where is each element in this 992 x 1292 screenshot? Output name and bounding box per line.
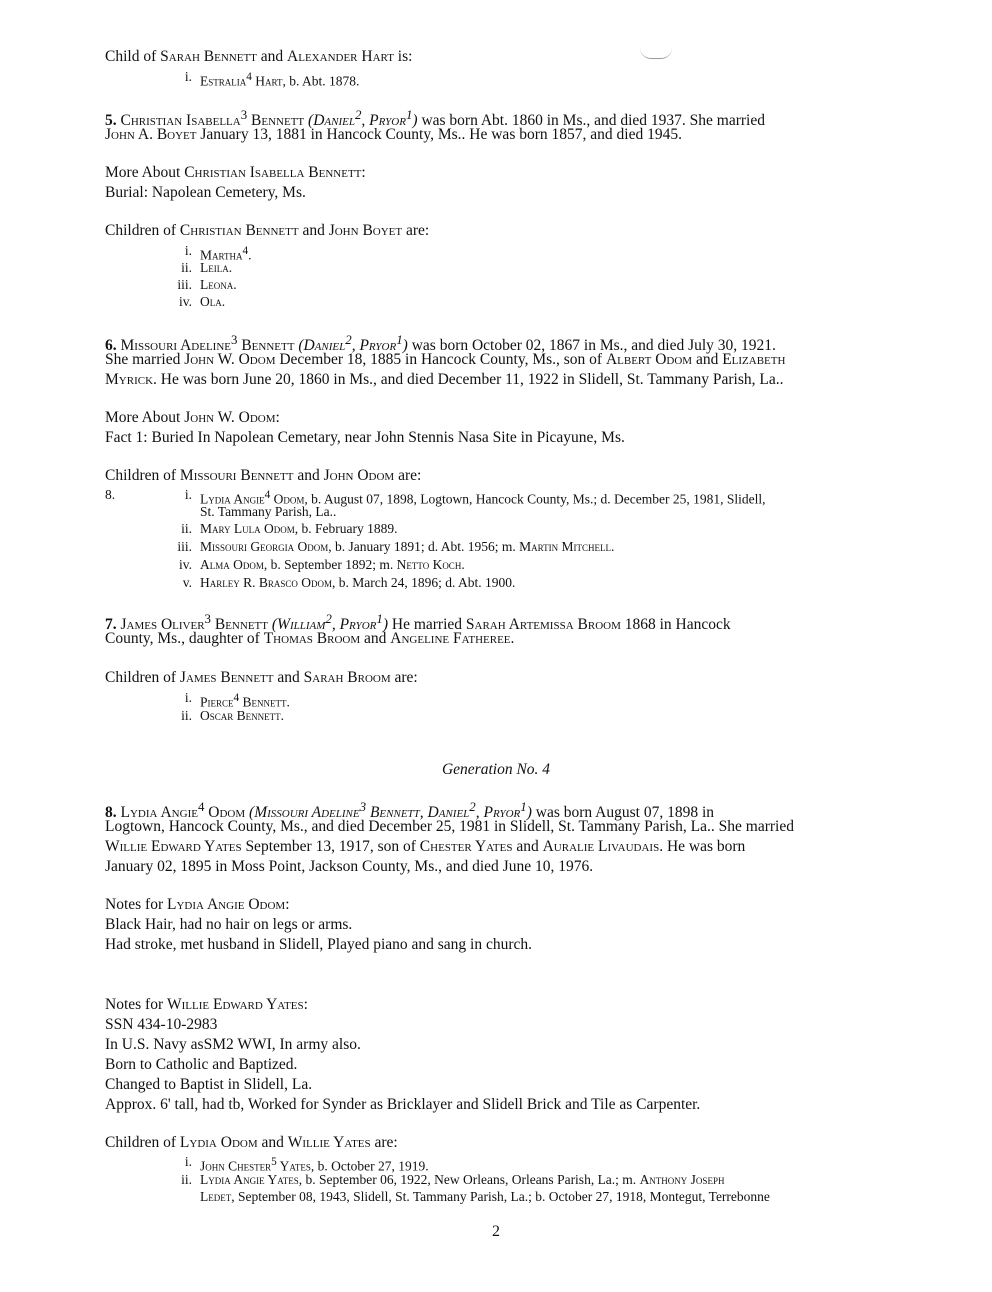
list-number: ii. <box>181 708 192 723</box>
note-line: Approx. 6' tall, had tb, Worked for Synder as Bricklayer and Slidell Brick and Tile as Carpenter. <box>105 1096 701 1113</box>
entry-8-line-2: Logtown, Hancock County, Ms., and died December 25, 1981 in Slidell, St. Tammany Parish, La.. She married <box>105 818 794 835</box>
list-number: i. <box>184 1154 192 1169</box>
list-item: Pierce$^4$ Bennett. <box>200 692 290 710</box>
note-line: Had stroke, met husband in Slidell, Played piano and sang in church. <box>105 936 533 953</box>
entry-5-line-1: 5. Christian Isabella$^3$ Bennett (Daniel$^2$, Pryor$^1$) was born Abt. 1860 in Ms., and died 1937. She married <box>105 107 765 130</box>
entry-7-line-1: 7. James Oliver$^3$ Bennett (William$^2$, Pryor$^1$) He married Sarah Artemissa Broom 1868 in Hancock <box>105 611 731 634</box>
children-heading: Children of Missouri Bennett and John Odom are: <box>105 467 422 484</box>
list-item-continuation: St. Tammany Parish, La.. <box>200 504 337 519</box>
page-number: 2 <box>492 1223 500 1240</box>
list-item: John Chester$^5$ Yates, b. October 27, 1919. <box>200 1156 429 1174</box>
list-number: ii. <box>181 521 192 536</box>
list-number: ii. <box>181 260 192 275</box>
list-number: ii. <box>181 1172 192 1187</box>
list-number: i. <box>184 487 192 502</box>
list-item: Lydia Angie Yates, b. September 06, 1922, New Orleans, Orleans Parish, La.; m. Anthony Joseph <box>200 1172 725 1187</box>
children-heading: Children of James Bennett and Sarah Broom are: <box>105 669 418 686</box>
notes-heading: Notes for Willie Edward Yates: <box>105 996 308 1013</box>
list-item: Leila. <box>200 260 233 275</box>
list-item: Oscar Bennett. <box>200 708 285 723</box>
list-item: Estralia$^4$ Hart, b. Abt. 1878. <box>200 71 360 89</box>
entry-8-line-4: January 02, 1895 in Moss Point, Jackson County, Ms., and died June 10, 1976. <box>105 858 594 875</box>
note-line: Born to Catholic and Baptized. <box>105 1056 298 1073</box>
list-number: iv. <box>179 294 192 309</box>
notes-heading: Notes for Lydia Angie Odom: <box>105 896 290 913</box>
list-item: Martha$^4$. <box>200 245 252 263</box>
list-item: Mary Lula Odom, b. February 1889. <box>200 521 398 536</box>
list-number: i. <box>184 690 192 705</box>
note-line: In U.S. Navy asSM2 WWI, In army also. <box>105 1036 361 1053</box>
scan-mark <box>640 48 672 59</box>
cross-reference-number: 8. <box>105 487 116 502</box>
list-item-continuation: Ledet, September 08, 1943, Slidell, St. Tammany Parish, La.; b. October 27, 1918, Montegut, Terrebonne <box>200 1189 770 1204</box>
list-number: iii. <box>177 539 192 554</box>
note-line: Changed to Baptist in Slidell, La. <box>105 1076 313 1093</box>
note-line: Black Hair, had no hair on legs or arms. <box>105 916 353 933</box>
entry-5-line-2: John A. Boyet January 13, 1881 in Hancock County, Ms.. He was born 1857, and died 1945. <box>105 126 682 143</box>
list-item: Harley R. Brasco Odom, b. March 24, 1896; d. Abt. 1900. <box>200 575 516 590</box>
entry-8-line-1: 8. Lydia Angie$^4$ Odom (Missouri Adeline$^3$ Bennett, Daniel$^2$, Pryor$^1$) was born August 07, 1898 in <box>105 799 715 822</box>
more-about-heading: More About John W. Odom: <box>105 409 280 426</box>
children-heading: Children of Christian Bennett and John Boyet are: <box>105 222 430 239</box>
list-number: v. <box>182 575 192 590</box>
entry-6-line-1: 6. Missouri Adeline$^3$ Bennett (Daniel$^2$, Pryor$^1$) was born October 02, 1867 in Ms., and died July 30, 1921. <box>105 332 776 355</box>
list-item: Ola. <box>200 294 226 309</box>
list-number: i. <box>184 69 192 84</box>
list-number: iv. <box>179 557 192 572</box>
generation-heading: Generation No. 4 <box>441 761 551 778</box>
list-item: Lydia Angie$^4$ Odom, b. August 07, 1898, Logtown, Hancock County, Ms.; d. December 25, 1981, Slidell, <box>200 489 766 507</box>
fact-line: Fact 1: Buried In Napolean Cemetary, near John Stennis Nasa Site in Picayune, Ms. <box>105 429 625 446</box>
note-line: SSN 434-10-2983 <box>105 1016 218 1033</box>
list-item: Missouri Georgia Odom, b. January 1891; d. Abt. 1956; m. Martin Mitchell. <box>200 539 615 554</box>
burial-line: Burial: Napolean Cemetery, Ms. <box>105 184 306 201</box>
children-heading: Children of Lydia Odom and Willie Yates are: <box>105 1134 398 1151</box>
entry-6-line-3: Myrick. He was born June 20, 1860 in Ms., and died December 11, 1922 in Slidell, St. Tammany Parish, La.. <box>105 371 784 388</box>
more-about-heading: More About Christian Isabella Bennett: <box>105 164 366 181</box>
entry-8-line-3: Willie Edward Yates September 13, 1917, son of Chester Yates and Auralie Livaudais. He was born <box>105 838 746 855</box>
child-heading-sarah-bennett: Child of Sarah Bennett and Alexander Hart is: <box>105 48 413 65</box>
list-item: Alma Odom, b. September 1892; m. Netto Koch. <box>200 557 465 572</box>
entry-7-line-2: County, Ms., daughter of Thomas Broom and Angeline Fatheree. <box>105 630 515 647</box>
list-number: iii. <box>177 277 192 292</box>
entry-6-line-2: She married John W. Odom December 18, 1885 in Hancock County, Ms., son of Albert Odom and Elizabeth <box>105 351 786 368</box>
list-item: Leona. <box>200 277 237 292</box>
list-number: i. <box>184 243 192 258</box>
